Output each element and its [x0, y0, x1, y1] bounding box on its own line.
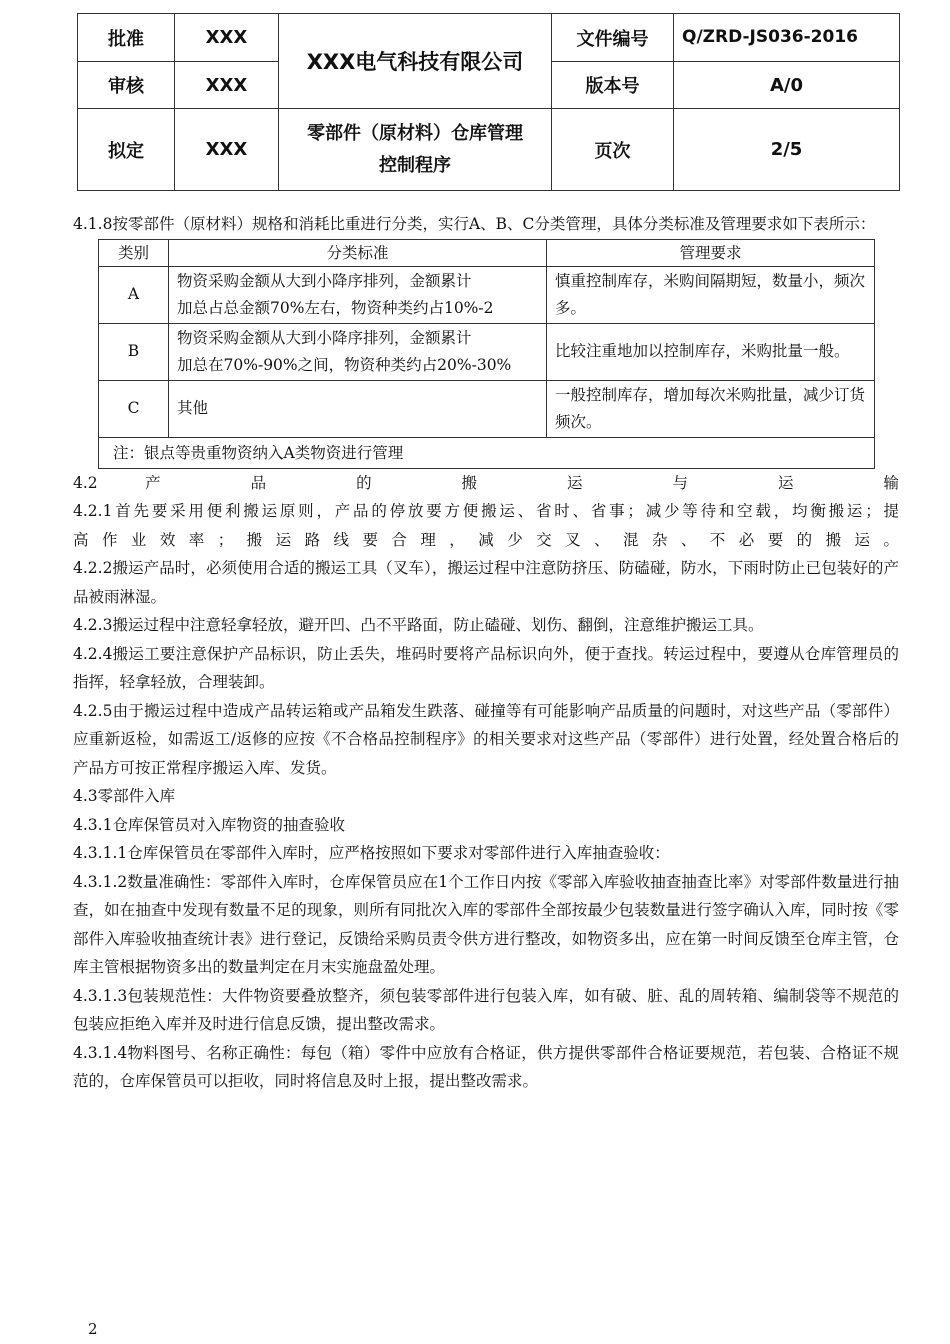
footer-page-number: 2 — [88, 1320, 98, 1338]
paragraph-4-2-2: 4.2.2搬运产品时，必须使用合适的搬运工具（叉车），搬运过程中注意防挤压、防磕碰，防水，下雨时防止已包装好的产品被雨淋湿。 — [73, 559, 899, 606]
approve-value: XXX — [175, 14, 279, 62]
col-header-standard: 分类标准 — [169, 239, 547, 266]
draft-label: 拟定 — [78, 109, 175, 191]
paragraph-4-2-5: 4.2.5由于搬运过程中造成产品转运箱或产品箱发生跌落、碰撞等有可能影响产品质量的问题时，对这些产品（零部件）应重新返检，如需返工/返修的应按《不合格品控制程序》的相关要求对这些产品（零部件）进行处置，经处置合格后的产品方可按正常程序搬运入库、发货。 — [73, 701, 899, 777]
paragraph-4-2-1-line1: 4.2.1首先要采用便利搬运原则，产品的停放要方便搬运、省时、省事；减少等待和空载，均衡搬运；提 — [73, 502, 899, 520]
paragraph-4-1-8: 4.1.8按零部件（原材料）规格和消耗比重进行分类，实行A、B、C分类管理，具体分类标准及管理要求如下表所示： — [73, 215, 876, 233]
heading-4-3-1: 4.3.1仓库保管员对入库物资的抽查验收 — [73, 815, 345, 834]
document-title — [279, 109, 552, 191]
standard-line: 物资采购金额从大到小降序排列，金额累计 — [177, 328, 472, 347]
review-label: 审核 — [78, 62, 175, 109]
review-value: XXX — [175, 62, 279, 109]
standard-cell — [169, 266, 547, 323]
standard-line: 加总占总金额70%左右，物资种类约占10%-2 — [177, 298, 494, 317]
document-title-line1: 零部件（原材料）仓库管理 — [307, 122, 523, 144]
page-value: 2/5 — [674, 109, 900, 191]
requirement-cell: 一般控制库存，增加每次米购批量，减少订货频次。 — [547, 380, 875, 437]
paragraph-4-3-1-3: 4.3.1.3包装规范性：大件物资要叠放整齐，须包装零部件进行包装入库，如有破、脏、乱的周转箱、编制袋等不规范的包装应拒绝入库并及时进行信息反馈，提出整改需求。 — [73, 986, 899, 1033]
table-note: 注：银点等贵重物资纳入A类物资进行管理 — [99, 437, 875, 468]
paragraph-4-3-1-1: 4.3.1.1仓库保管员在零部件入库时，应严格按照如下要求对零部件进行入库抽查验收： — [73, 844, 670, 862]
standard-line: 物资采购金额从大到小降序排列，金额累计 — [177, 271, 472, 290]
page-label: 页次 — [552, 109, 674, 191]
doc-no-label: 文件编号 — [552, 14, 674, 62]
version-value: A/0 — [674, 62, 900, 109]
document-title-line2: 控制程序 — [379, 154, 451, 176]
col-header-category: 类别 — [99, 239, 169, 266]
draft-value: XXX — [175, 109, 279, 191]
doc-no-value: Q/ZRD-JS036-2016 — [674, 14, 900, 62]
company-name: XXX电气科技有限公司 — [279, 14, 552, 109]
paragraph-4-2-1-line2: 高作业效率；搬运路线要合理，减少交叉、混杂、不必要的搬运。 — [73, 530, 899, 549]
paragraph-4-2-4: 4.2.4搬运工要注意保护产品标识，防止丢失，堆码时要将产品标识向外，便于查找。转运过程中，要遵从仓库管理员的指挥，轻拿轻放，合理装卸。 — [73, 644, 899, 691]
table-header-row — [99, 239, 875, 266]
document-body — [73, 210, 899, 1096]
standard-cell: 其他 — [169, 380, 547, 437]
classification-table — [98, 239, 875, 469]
table-row — [99, 380, 875, 437]
category-cell: A — [99, 266, 169, 323]
table-row — [99, 266, 875, 323]
paragraph-4-3-1-2: 4.3.1.2数量准确性：零部件入库时，仓库保管员应在1个工作日内按《零部入库验收抽查抽查比率》对零部件数量进行抽查，如在抽查中发现有数量不足的现象，则所有同批次入库的零部件全部按最少包装数量进行签字确认入库，同时按《零部件入库验收抽查统计表》进行登记，反馈给采购员责令供方进行整改，如物资多出，应在第一时间反馈至仓库主管，仓库主管根据物资多出的数量判定在月末实施盘盈处理。 — [73, 872, 899, 976]
heading-4-3: 4.3零部件入库 — [73, 787, 176, 805]
paragraph-4-3-1-4: 4.3.1.4物料图号、名称正确性：每包（箱）零件中应放有合格证，供方提供零部件合格证要规范，若包装、合格证不规范的，仓库保管员可以拒收，同时将信息及时上报，提出整改需求。 — [73, 1043, 899, 1090]
category-cell: B — [99, 323, 169, 380]
paragraph-4-2-3: 4.2.3搬运过程中注意轻拿轻放，避开凹、凸不平路面，防止磕碰、划伤、翻倒，注意维护搬运工具。 — [73, 616, 764, 634]
table-note-row — [99, 437, 875, 468]
standard-line: 加总在70%-90%之间，物资种类约占20%-30% — [177, 355, 512, 374]
table-row — [99, 323, 875, 380]
version-label: 版本号 — [552, 62, 674, 109]
heading-4-2: 4.2 产 品 的 搬 运 与 运 输 — [73, 473, 899, 492]
requirement-cell: 慎重控制库存，米购间隔期短，数量小，频次多。 — [547, 266, 875, 323]
approve-label: 批准 — [78, 14, 175, 62]
document-header-table — [77, 13, 900, 191]
col-header-requirement: 管理要求 — [547, 239, 875, 266]
category-cell: C — [99, 380, 169, 437]
requirement-cell: 比较注重地加以控制库存，米购批量一般。 — [547, 323, 875, 380]
standard-cell — [169, 323, 547, 380]
